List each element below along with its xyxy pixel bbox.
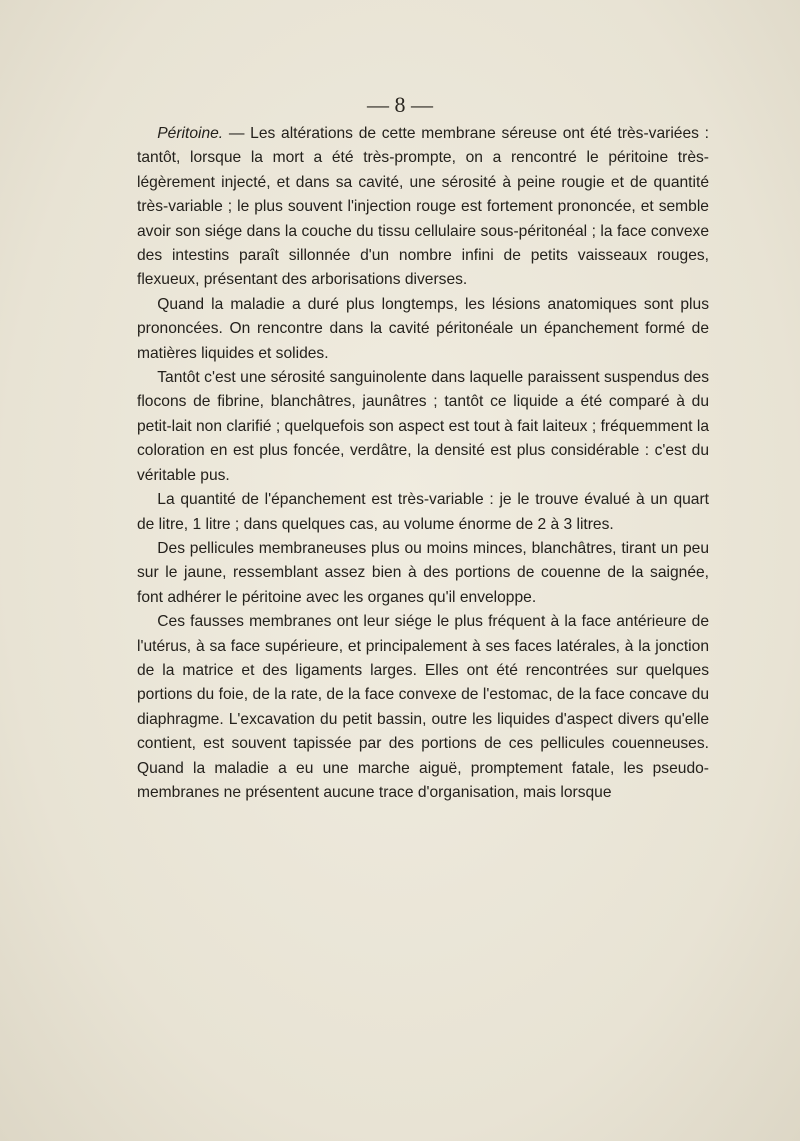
paragraph [137,122,709,293]
paragraph: La quantité de l'épanchement est très-variable : je le trouve évalué à un quart de litre, 1 litre ; dans quelques cas, au volume énorme de 2 à 3 litres. [137,491,709,533]
page-number: — 8 — [367,92,433,117]
section-heading: Péritoine. [157,125,224,142]
paragraph: Tantôt c'est une sérosité sanguinolente dans laquelle paraissent suspendus des flocons de fibrine, blanchâtres, jaunâtres ; tantôt ce liquide a été comparé à du petit-lait non clarifié ; quelquefois son aspect est tout à fait laiteux ; fréquemment la coloration en est plus foncée, verdâtre, la densité est plus considérable : c'est du véritable pus. [137,369,709,484]
paragraph: Des pellicules membraneuses plus ou moins minces, blanchâtres, tirant un peu sur le jaune, ressemblant assez bien à des portions de couenne de la saignée, font adhérer le péritoine avec les organes qu'il enveloppe. [137,539,709,606]
paragraph: Ces fausses membranes ont leur siége le plus fréquent à la face antérieure de l'utérus, à sa face supérieure, et principalement à ses faces latérales, à la jonction de la matrice et des ligaments larges. Elles ont été rencontrées sur quelques portions du foie, de la rate, de la face convexe de l'estomac, de la face concave du diaphragme. L'excavation du petit bassin, outre les liquides d'aspect divers qu'elle contient, est souvent tapissée par des portions de ces pellicules couenneuses. Quand la maladie a eu une marche aiguë, promptement fatale, les pseudo-membranes ne présentent aucune trace d'organisation, mais lorsque [137,613,709,801]
paragraph-text: — Les altérations de cette membrane séreuse ont été très-variées : tantôt, lorsque la mort a été très-prompte, on a rencontré le péritoine très-légèrement injecté, et dans sa cavité, une sérosité à peine rougie et de quantité très-variable ; le plus souvent l'injection rouge est fortement prononcée, et semble avoir son siége dans la couche du tissu cellulaire sous-péritonéal ; la face convexe des intestins paraît sillonnée d'un nombre infini de petits vaisseaux rouges, flexueux, présentant des arborisations diverses. [137,125,709,289]
body-text [137,122,709,805]
paragraph: Quand la maladie a duré plus longtemps, les lésions anatomiques sont plus prononcées. On rencontre dans la cavité péritonéale un épanchement formé de matières liquides et solides. [137,295,709,362]
